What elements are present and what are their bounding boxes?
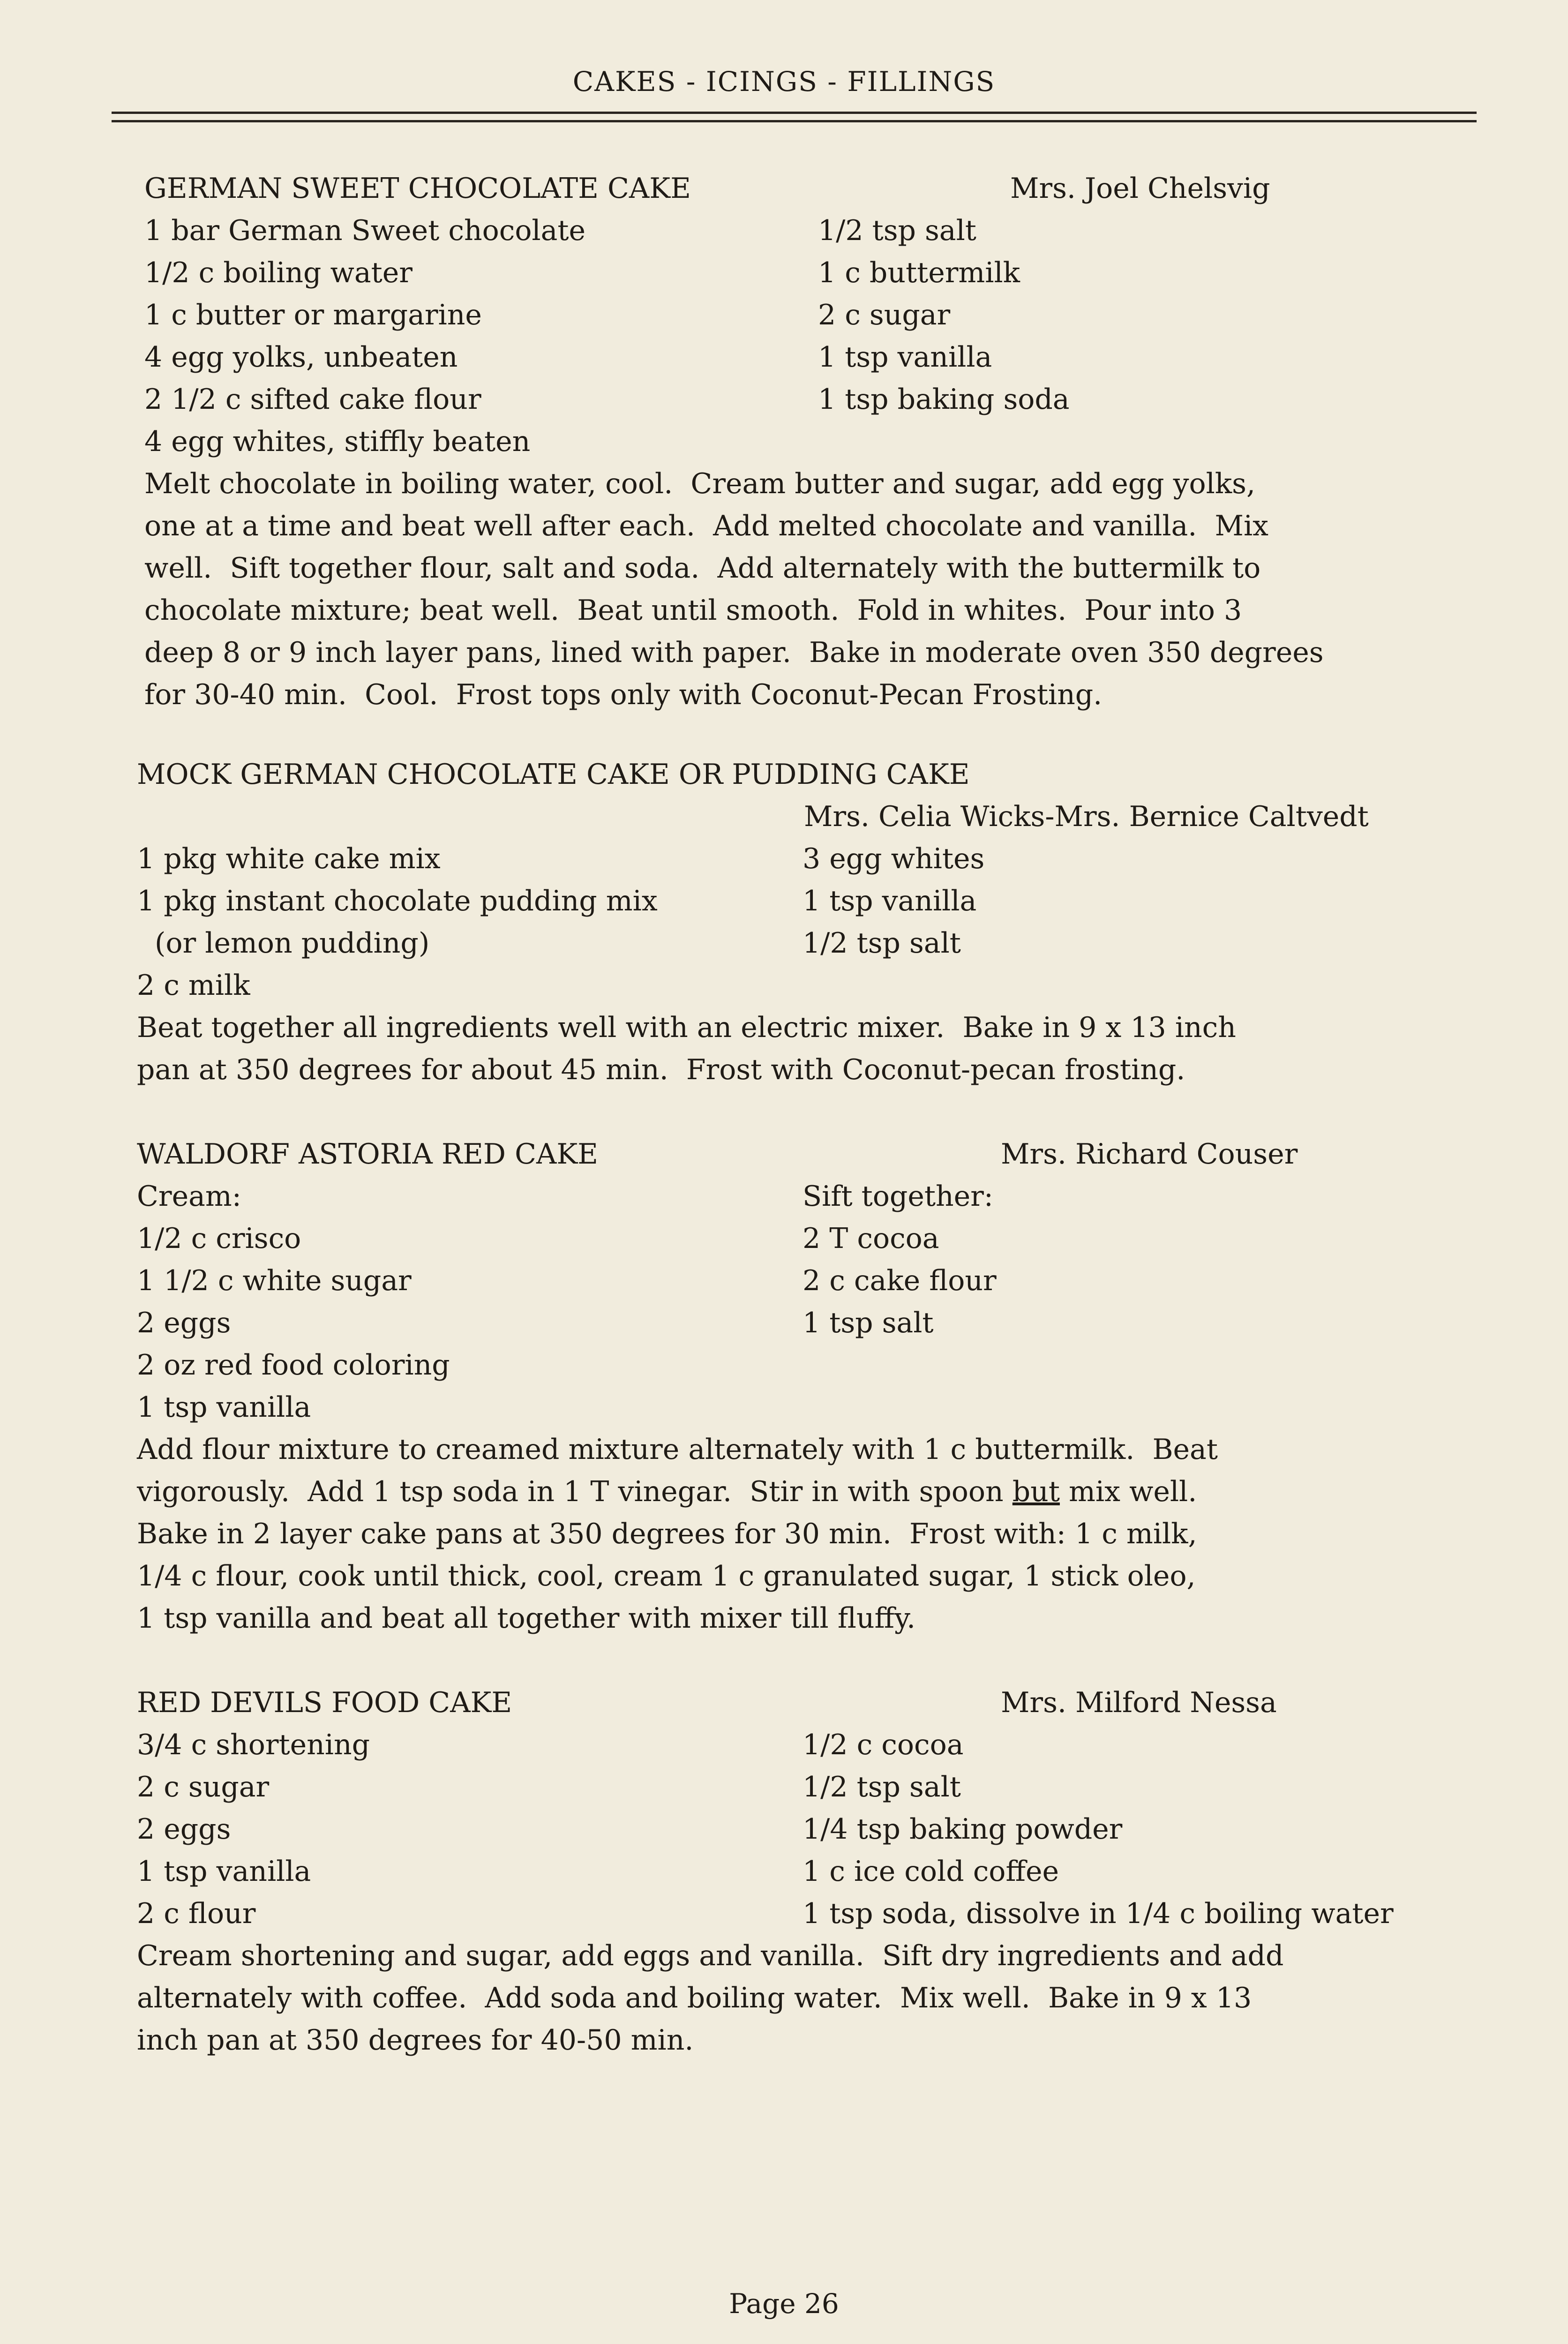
ingredient: 1 1/2 c white sugar: [137, 1264, 412, 1297]
ingredient: 2 T cocoa: [803, 1222, 939, 1255]
ingredient: 1/2 tsp salt: [803, 927, 961, 960]
ingredient: 1 tsp vanilla: [803, 885, 977, 917]
ingredient: 2 c sugar: [818, 299, 951, 331]
underlined-word: but: [1012, 1475, 1060, 1508]
ingredient: 1 c ice cold coffee: [803, 1855, 1059, 1888]
ingredient: 2 oz red food coloring: [137, 1349, 450, 1382]
recipe-title: GERMAN SWEET CHOCOLATE CAKE: [144, 172, 691, 205]
ingredient: 2 1/2 c sifted cake flour: [144, 383, 481, 416]
ingredient: 1 tsp baking soda: [818, 383, 1070, 416]
instruction-line: one at a time and beat well after each. Add melted chocolate and vanilla. Mix: [144, 510, 1268, 542]
ingredient: 1 pkg white cake mix: [137, 842, 441, 875]
instruction-line: [137, 1475, 1197, 1508]
instruction-line: Beat together all ingredients well with an electric mixer. Bake in 9 x 13 inch: [137, 1011, 1236, 1044]
recipe-author: Mrs. Milford Nessa: [1001, 1686, 1277, 1719]
ingredient: 2 c flour: [137, 1897, 256, 1930]
ingredient: 1/2 tsp salt: [803, 1771, 961, 1803]
ingredient: Cream:: [137, 1180, 241, 1213]
ingredient: 1/2 tsp salt: [818, 214, 976, 247]
instruction-line: Cream shortening and sugar, add eggs and vanilla. Sift dry ingredients and add: [137, 1939, 1284, 1972]
ingredient: 1 pkg instant chocolate pudding mix: [137, 885, 658, 917]
ingredient: 3 egg whites: [803, 842, 985, 875]
ingredient: Sift together:: [803, 1180, 993, 1213]
recipe-author: Mrs. Richard Couser: [1001, 1138, 1298, 1171]
header-rule-bottom: [112, 120, 1477, 122]
instruction-text: mix well.: [1059, 1475, 1197, 1508]
ingredient: 1 c buttermilk: [818, 256, 1020, 289]
ingredient: 1 tsp vanilla: [137, 1855, 311, 1888]
ingredient: 1 tsp salt: [803, 1307, 934, 1339]
ingredient: 2 c milk: [137, 969, 250, 1002]
ingredient: 1 tsp soda, dissolve in 1/4 c boiling water: [803, 1897, 1394, 1930]
instruction-line: for 30-40 min. Cool. Frost tops only with Coconut-Pecan Frosting.: [144, 678, 1103, 711]
ingredient: 1/2 c crisco: [137, 1222, 301, 1255]
recipe-title: RED DEVILS FOOD CAKE: [137, 1686, 512, 1719]
page-number: Page 26: [729, 2288, 839, 2320]
ingredient: 2 eggs: [137, 1813, 231, 1846]
instruction-line: Bake in 2 layer cake pans at 350 degrees for 30 min. Frost with: 1 c milk,: [137, 1518, 1197, 1550]
ingredient: 2 c cake flour: [803, 1264, 997, 1297]
instruction-line: inch pan at 350 degrees for 40-50 min.: [137, 2024, 694, 2057]
ingredient: 1/2 c cocoa: [803, 1728, 964, 1761]
instruction-text: vigorously. Add 1 tsp soda in 1 T vinegar. Stir in with spoon: [137, 1475, 1013, 1508]
instruction-line: well. Sift together flour, salt and soda. Add alternately with the buttermilk to: [144, 552, 1261, 585]
ingredient: 2 eggs: [137, 1307, 231, 1339]
recipe-author: Mrs. Celia Wicks-Mrs. Bernice Caltvedt: [804, 800, 1369, 833]
ingredient: 4 egg yolks, unbeaten: [144, 341, 458, 374]
ingredient: 1/4 tsp baking powder: [803, 1813, 1123, 1846]
page-header: CAKES - ICINGS - FILLINGS: [572, 66, 996, 98]
instruction-line: Add flour mixture to creamed mixture alternately with 1 c buttermilk. Beat: [137, 1433, 1218, 1466]
ingredient: 1 tsp vanilla: [818, 341, 992, 374]
instruction-line: deep 8 or 9 inch layer pans, lined with paper. Bake in moderate oven 350 degrees: [144, 636, 1324, 669]
instruction-line: 1/4 c flour, cook until thick, cool, cream 1 c granulated sugar, 1 stick oleo,: [137, 1560, 1196, 1593]
ingredient: 1 tsp vanilla: [137, 1391, 311, 1424]
recipe-title: WALDORF ASTORIA RED CAKE: [137, 1138, 598, 1171]
recipe-author: Mrs. Joel Chelsvig: [1010, 172, 1270, 205]
ingredient: 2 c sugar: [137, 1771, 270, 1803]
instruction-line: pan at 350 degrees for about 45 min. Frost with Coconut-pecan frosting.: [137, 1053, 1185, 1086]
instruction-line: alternately with coffee. Add soda and boiling water. Mix well. Bake in 9 x 13: [137, 1982, 1252, 2014]
instruction-line: chocolate mixture; beat well. Beat until smooth. Fold in whites. Pour into 3: [144, 594, 1242, 627]
ingredient: 4 egg whites, stiffly beaten: [144, 425, 531, 458]
recipe-title: MOCK GERMAN CHOCOLATE CAKE OR PUDDING CAKE: [137, 758, 970, 791]
ingredient: 1 bar German Sweet chocolate: [144, 214, 586, 247]
instruction-line: 1 tsp vanilla and beat all together with mixer till fluffy.: [137, 1602, 916, 1635]
ingredient: 1/2 c boiling water: [144, 256, 413, 289]
ingredient: (or lemon pudding): [155, 927, 430, 960]
ingredient: 3/4 c shortening: [137, 1728, 370, 1761]
instruction-line: Melt chocolate in boiling water, cool. Cream butter and sugar, add egg yolks,: [144, 467, 1256, 500]
header-rule-top: [112, 112, 1477, 114]
ingredient: 1 c butter or margarine: [144, 299, 482, 331]
